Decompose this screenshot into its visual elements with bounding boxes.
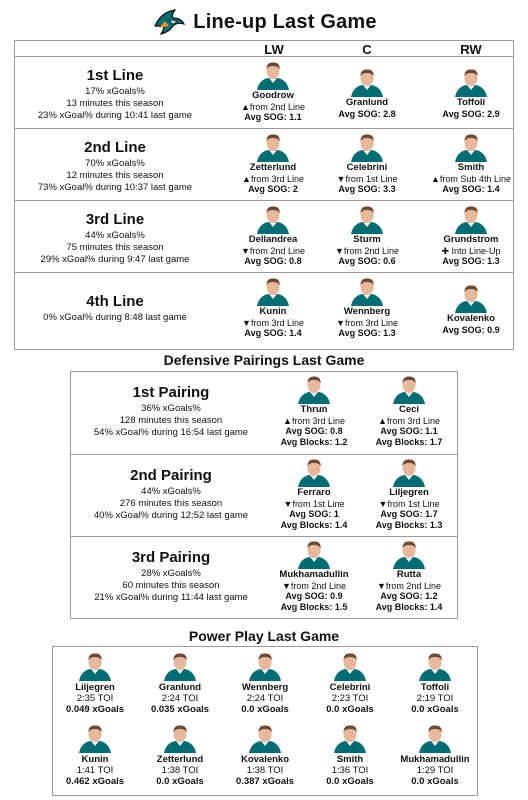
player-headshot <box>76 651 114 681</box>
player-xgoals: 0.462 xGoals <box>65 776 125 787</box>
defense-pairings-card <box>70 371 458 619</box>
column-header-rw: RW <box>460 42 482 57</box>
player-toi: 2:24 TOI <box>161 693 199 704</box>
player-name: Kovalenko <box>446 313 496 324</box>
line-xgoals: 44% xGoals% <box>85 230 145 241</box>
pair-last-game: 40% xGoal% during 12:52 last game <box>93 510 249 521</box>
player-card[interactable] <box>317 132 417 195</box>
pp-player-card[interactable] <box>225 651 305 715</box>
player-xgoals: 0.0 xGoals <box>326 776 374 787</box>
player-headshot <box>331 651 369 681</box>
player-move: ▼from 3rd Line <box>336 317 398 328</box>
player-card[interactable] <box>264 539 364 612</box>
player-sog: Avg SOG: 0.6 <box>338 256 396 266</box>
forward-line-row <box>15 272 513 349</box>
player-blocks: Avg Blocks: 1.3 <box>375 519 443 530</box>
player-xgoals: 0.035 xGoals <box>150 704 210 715</box>
player-move: ▼from 3rd Line <box>242 317 304 328</box>
player-headshot <box>295 374 333 404</box>
player-move: ▲from 3rd Line <box>283 415 345 426</box>
player-headshot <box>76 723 114 753</box>
player-card[interactable] <box>223 276 323 339</box>
player-name: Toffoli <box>420 682 450 693</box>
player-blocks: Avg Blocks: 1.4 <box>375 601 443 612</box>
player-move: ▼from 2nd Line <box>335 245 399 256</box>
player-name: Wennberg <box>241 682 289 693</box>
forward-line-row <box>15 128 513 199</box>
player-name: Smith <box>457 162 485 173</box>
player-toi: 2:35 TOI <box>76 693 114 704</box>
player-headshot <box>331 723 369 753</box>
player-move: ▲from 3rd Line <box>378 415 440 426</box>
player-sog: Avg SOG: 1.3 <box>442 256 500 266</box>
player-card[interactable] <box>264 457 364 530</box>
player-name: Zetterlund <box>249 162 297 173</box>
player-sog: Avg SOG: 0.9 <box>285 591 343 601</box>
player-name: Kunin <box>81 754 109 765</box>
player-headshot <box>246 723 284 753</box>
player-sog: Avg SOG: 1.1 <box>244 112 302 122</box>
player-headshot <box>254 132 292 162</box>
player-move: ▲from 3rd Line <box>242 173 304 184</box>
pair-last-game: 54% xGoal% during 16:54 last game <box>93 427 249 438</box>
player-name: Wennberg <box>343 306 391 317</box>
player-move: ▼from 1st Line <box>336 173 398 184</box>
player-name: Ceci <box>398 404 420 415</box>
player-headshot <box>295 457 333 487</box>
player-card[interactable] <box>223 60 323 123</box>
player-headshot <box>452 283 490 313</box>
defense-section-title: Defensive Pairings Last Game <box>163 352 365 368</box>
player-name: Liljegren <box>75 682 115 693</box>
line-minutes: 75 minutes this season <box>66 242 164 253</box>
player-name: Liljegren <box>389 487 429 498</box>
player-toi: 1:36 TOI <box>331 765 369 776</box>
pp-player-card[interactable] <box>310 723 390 787</box>
pair-name: 3rd Pairing <box>131 549 211 566</box>
player-headshot <box>390 539 428 569</box>
page-header <box>0 4 528 40</box>
line-last-game: 29% xGoal% during 9:47 last game <box>40 254 190 265</box>
column-header-lw: LW <box>264 42 284 57</box>
defense-pair-row <box>71 454 457 536</box>
player-name: Celebrini <box>346 162 388 173</box>
player-headshot <box>452 132 490 162</box>
player-name: Smith <box>336 754 364 765</box>
player-name: Thrun <box>300 404 328 415</box>
pair-last-game: 21% xGoal% during 11:44 last game <box>94 592 248 603</box>
player-card[interactable] <box>317 204 417 267</box>
player-sog: Avg SOG: 1.4 <box>442 184 500 194</box>
player-sog: Avg SOG: 2.8 <box>338 108 396 119</box>
pair-info <box>73 384 269 439</box>
pair-minutes: 60 minutes this season <box>122 580 220 591</box>
player-sog: Avg SOG: 3.3 <box>338 184 396 194</box>
column-header-c: C <box>362 42 372 57</box>
player-move: ▼from 1st Line <box>283 498 345 509</box>
player-xgoals: 0.0 xGoals <box>411 704 459 715</box>
player-name: Grundstrom <box>443 234 499 245</box>
pair-xgoals: 44% xGoals% <box>141 486 201 497</box>
player-name: Mukhamadullin <box>400 754 470 765</box>
player-headshot <box>416 723 454 753</box>
line-last-game: 23% xGoal% during 10:41 last game <box>37 110 193 121</box>
line-name: 3rd Line <box>85 211 145 228</box>
player-name: Toffoli <box>456 97 486 108</box>
player-card[interactable] <box>359 539 459 612</box>
line-info <box>15 293 215 324</box>
pair-info <box>73 467 269 522</box>
player-move: ▼from 2nd Line <box>377 580 441 591</box>
pair-xgoals: 28% xGoals% <box>141 568 201 579</box>
player-name: Granlund <box>158 682 202 693</box>
player-blocks: Avg Blocks: 1.5 <box>280 601 348 612</box>
player-toi: 1:38 TOI <box>246 765 284 776</box>
player-headshot <box>390 457 428 487</box>
player-name: Kovalenko <box>240 754 290 765</box>
pair-name: 2nd Pairing <box>130 467 212 484</box>
player-sog: Avg SOG: 0.9 <box>442 324 500 335</box>
player-name: Ferraro <box>297 487 331 498</box>
defense-pair-row <box>71 372 457 454</box>
player-name: Celebrini <box>329 682 371 693</box>
pp-player-card[interactable] <box>225 723 305 787</box>
player-headshot <box>348 132 386 162</box>
line-xgoals: 17% xGoals% <box>85 86 145 97</box>
player-xgoals: 0.0 xGoals <box>156 776 204 787</box>
player-card[interactable] <box>359 457 459 530</box>
player-blocks: Avg Blocks: 1.4 <box>280 519 348 530</box>
player-headshot <box>161 723 199 753</box>
line-name: 1st Line <box>86 67 144 84</box>
player-xgoals: 0.049 xGoals <box>65 704 125 715</box>
player-headshot <box>452 204 490 234</box>
player-blocks: Avg Blocks: 1.2 <box>280 436 348 447</box>
player-move: ✚ Into Line-Up <box>441 245 501 256</box>
player-headshot <box>452 67 490 97</box>
player-headshot <box>348 276 386 306</box>
pp-player-card[interactable] <box>310 651 390 715</box>
player-name: Sturm <box>353 234 381 245</box>
player-card[interactable] <box>421 67 521 119</box>
player-card[interactable] <box>421 283 521 335</box>
player-toi: 1:38 TOI <box>161 765 199 776</box>
player-name: Mukhamadullin <box>279 569 349 580</box>
defense-pair-row <box>71 536 457 618</box>
player-sog: Avg SOG: 1.4 <box>244 328 302 338</box>
player-move: ▼from 1st Line <box>378 498 440 509</box>
player-sog: Avg SOG: 1.2 <box>380 591 438 601</box>
player-sog: Avg SOG: 2.9 <box>442 108 500 119</box>
player-move: ▲from Sub 4th Line <box>431 173 511 184</box>
player-move: ▲from 2nd Line <box>241 101 305 112</box>
player-blocks: Avg Blocks: 1.7 <box>375 436 443 447</box>
player-name: Goodrow <box>252 90 294 101</box>
player-toi: 1:29 TOI <box>416 765 454 776</box>
line-last-game: 73% xGoal% during 10:37 last game <box>37 182 193 193</box>
player-card[interactable] <box>264 374 364 447</box>
player-sog: Avg SOG: 2 <box>248 184 298 194</box>
player-xgoals: 0.0 xGoals <box>241 704 289 715</box>
player-headshot <box>254 276 292 306</box>
pp-player-card[interactable] <box>140 651 220 715</box>
player-card[interactable] <box>317 276 417 339</box>
line-info <box>15 211 215 266</box>
pair-info <box>73 549 269 604</box>
pp-player-card[interactable] <box>55 651 135 715</box>
player-sog: Avg SOG: 1.3 <box>338 328 396 338</box>
player-name: Dellandrea <box>248 234 298 245</box>
player-card[interactable] <box>359 374 459 447</box>
pair-minutes: 128 minutes this season <box>119 415 223 426</box>
pp-player-card[interactable] <box>395 723 475 787</box>
powerplay-card <box>52 646 478 796</box>
player-xgoals: 0.0 xGoals <box>326 704 374 715</box>
player-sog: Avg SOG: 0.8 <box>285 426 343 436</box>
line-info <box>15 67 215 122</box>
pair-xgoals: 36% xGoals% <box>141 403 201 414</box>
player-sog: Avg SOG: 1.1 <box>380 426 438 436</box>
pp-player-card[interactable] <box>140 723 220 787</box>
player-toi: 1:41 TOI <box>76 765 114 776</box>
player-headshot <box>390 374 428 404</box>
line-last-game: 0% xGoal% during 8:48 last game <box>43 312 187 323</box>
player-card[interactable] <box>317 67 417 119</box>
player-card[interactable] <box>413 132 528 195</box>
powerplay-section-title: Power Play Last Game <box>188 628 340 644</box>
player-move: ▼from 2nd Line <box>241 245 305 256</box>
player-move: ▼from 2nd Line <box>282 580 346 591</box>
player-headshot <box>254 60 292 90</box>
player-name: Zetterlund <box>156 754 204 765</box>
player-name: Kunin <box>259 306 287 317</box>
forward-line-row <box>15 200 513 271</box>
shark-logo-icon <box>151 6 187 38</box>
forward-line-row <box>15 56 513 127</box>
player-xgoals: 0.0 xGoals <box>411 776 459 787</box>
player-toi: 2:24 TOI <box>246 693 284 704</box>
pp-player-card[interactable] <box>395 651 475 715</box>
player-headshot <box>348 204 386 234</box>
pair-name: 1st Pairing <box>132 384 210 401</box>
pair-minutes: 276 minutes this season <box>119 498 223 509</box>
line-name: 2nd Line <box>84 139 146 156</box>
player-headshot <box>348 67 386 97</box>
player-xgoals: 0.387 xGoals <box>235 776 295 787</box>
player-toi: 2:23 TOI <box>331 693 369 704</box>
line-info <box>15 139 215 194</box>
player-headshot <box>161 651 199 681</box>
player-card[interactable] <box>421 204 521 267</box>
player-name: Granlund <box>345 97 389 108</box>
pp-player-card[interactable] <box>55 723 135 787</box>
player-headshot <box>254 204 292 234</box>
line-xgoals: 70% xGoals% <box>85 158 145 169</box>
player-card[interactable] <box>223 204 323 267</box>
player-headshot <box>295 539 333 569</box>
player-headshot <box>416 651 454 681</box>
player-toi: 2:19 TOI <box>416 693 454 704</box>
player-name: Rutta <box>396 569 422 580</box>
forward-lines-card <box>14 40 514 350</box>
player-sog: Avg SOG: 1.7 <box>380 509 438 519</box>
line-minutes: 13 minutes this season <box>66 98 164 109</box>
player-sog: Avg SOG: 0.8 <box>244 256 302 266</box>
player-card[interactable] <box>223 132 323 195</box>
line-minutes: 12 minutes this season <box>66 170 164 181</box>
player-headshot <box>246 651 284 681</box>
line-name: 4th Line <box>86 293 144 310</box>
page-title: Line-up Last Game <box>193 10 377 33</box>
player-sog: Avg SOG: 1 <box>289 509 339 519</box>
